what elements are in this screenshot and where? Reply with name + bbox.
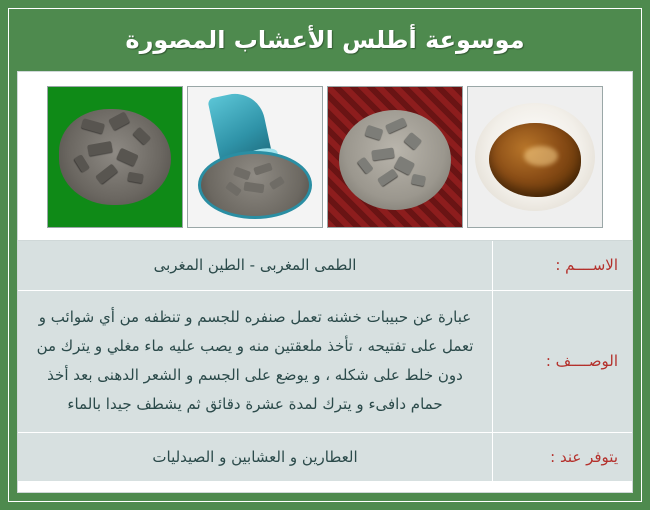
info-table (18, 240, 632, 481)
row-label-description: الوصــــف : (492, 291, 632, 432)
row-value-availability: العطارين و العشابين و الصيدليات (18, 433, 492, 482)
row-label-availability: يتوفر عند : (492, 433, 632, 482)
gallery-image-grey-clay-chunks-on-cloth[interactable] (327, 86, 463, 228)
page-header (9, 9, 641, 71)
white-panel (17, 71, 633, 493)
gallery-image-bowl-of-brown-clay-paste[interactable] (467, 86, 603, 228)
highlight-shape (524, 146, 558, 166)
page-title: موسوعة أطلس الأعشاب المصورة (125, 26, 525, 54)
content-card (8, 8, 642, 502)
image-gallery (18, 72, 632, 240)
row-label-name: الاســــم : (492, 241, 632, 290)
table-row (18, 291, 632, 433)
row-value-name: الطمى المغربى - الطين المغربى (18, 241, 492, 290)
gallery-image-clay-flakes-on-green-background[interactable] (47, 86, 183, 228)
row-value-description: عبارة عن حبيبات خشنه تعمل صنفره للجسم و تنظفه من أي شوائب و تعمل على تفتيحه ، تأخذ ملعقتين منه و يصب عليه ماء مغلي و يترك من دون خلط على شكله ، و يوضع على الجسم و الشعر الدهنى بعد أخذ حمام دافىء و يترك لمدة عشرة دقائق ثم يشطف جيدا بالماء (18, 291, 492, 432)
table-row (18, 433, 632, 482)
table-row (18, 241, 632, 291)
gallery-image-blue-jug-with-clay-flakes[interactable] (187, 86, 323, 228)
